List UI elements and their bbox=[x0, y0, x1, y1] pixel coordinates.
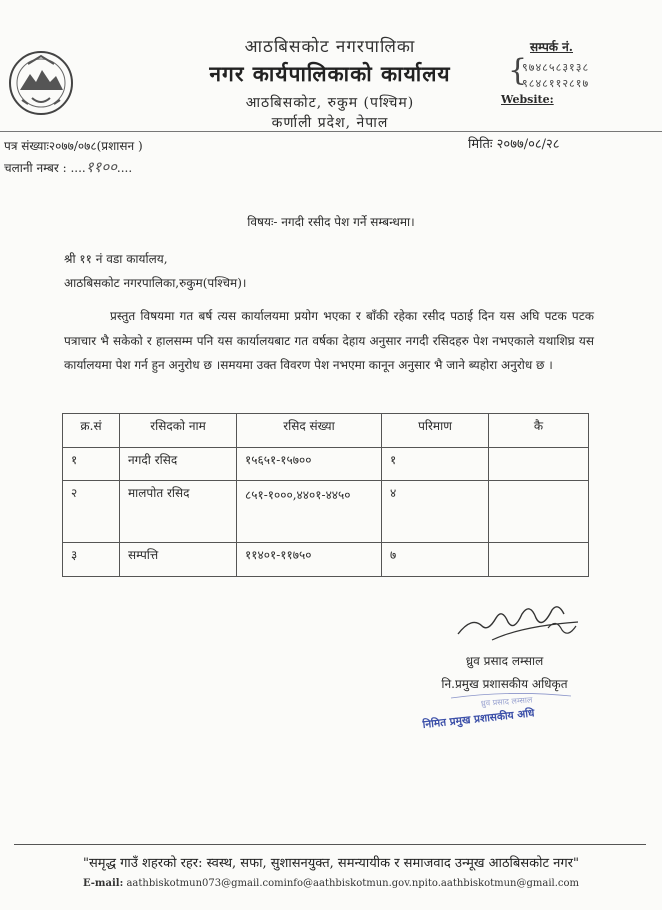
contact-block bbox=[508, 38, 618, 90]
municipality-name: आठबिसकोट नगरपालिका bbox=[244, 37, 416, 57]
dispatch-label: चलानी नम्बर : bbox=[4, 161, 67, 175]
phone-number: ९७४८५८३१३८ bbox=[522, 61, 590, 74]
official-stamp bbox=[421, 692, 596, 734]
table-row bbox=[63, 543, 589, 577]
website-label: Website: bbox=[501, 93, 554, 106]
table-row bbox=[63, 481, 589, 543]
table-cell bbox=[489, 543, 589, 577]
office-name: नगर कार्यपालिकाको कार्यालय bbox=[209, 61, 451, 86]
table-cell: १५६५१-१५७०० bbox=[237, 448, 382, 481]
table-cell bbox=[489, 448, 589, 481]
footer-slogan: "समृद्ध गाउँ शहरको रहर: स्वस्थ, सफा, सुशासनयुक्त, समन्यायीक र समाजवाद उन्मूख आठबिसकोट नगर" bbox=[83, 856, 579, 871]
municipality-emblem bbox=[8, 50, 74, 116]
recipient-line-1: श्री ११ नं वडा कार्यालय, bbox=[64, 252, 168, 266]
phone-number: ९८४८११२८१७ bbox=[522, 77, 590, 90]
svg-text:ध्रुव प्रसाद लम्साल: ध्रुव प्रसाद लम्साल bbox=[480, 695, 533, 708]
table-cell: ३ bbox=[63, 543, 120, 577]
header-divider bbox=[0, 131, 662, 132]
table-header: कै bbox=[489, 414, 589, 448]
table-cell: ४ bbox=[382, 481, 489, 543]
dispatch-value: ११०० bbox=[85, 158, 117, 176]
table-cell: ७ bbox=[382, 543, 489, 577]
table-cell: ८५१-१०००,४४०१-४४५० bbox=[237, 481, 382, 543]
table-cell: १ bbox=[63, 448, 120, 481]
table-header: रसिदको नाम bbox=[120, 414, 237, 448]
reference-number: पत्र संख्याः२०७७/०७८(प्रशासन ) bbox=[4, 139, 143, 153]
table-cell: २ bbox=[63, 481, 120, 543]
contact-label: सम्पर्क नं. bbox=[530, 40, 573, 54]
letter-body: प्रस्तुत विषयमा गत बर्ष त्यस कार्यालयमा प्रयोग भएका र बाँकी रहेका रसीद पठाई दिन यस अघि पटक पटक पत्राचार भै सकेको र हालसम्म पनि यस कार्यालयबाट गत वर्षका देहाय अनुसार नगदी रसिदहरु पेश नभएकाले यथाशिघ्र यस कार्यालयमा पेश गर्न हुन अनुरोध छ ।समयमा उक्त विवरण पेश नभएमा कानून अनुसार भै जाने ब्यहोरा अनुरोध छ । bbox=[64, 309, 594, 372]
office-address: आठबिसकोट, रुकुम (पश्चिम) bbox=[245, 95, 415, 111]
stamp-text: निमित प्रमुख प्रशासकीय अधि bbox=[422, 707, 536, 731]
table-header: रसिद संख्या bbox=[237, 414, 382, 448]
table-header-row bbox=[63, 414, 589, 448]
handwritten-signature bbox=[452, 596, 584, 644]
letter-subject: विषयः- नगदी रसीद पेश गर्ने सम्बन्धमा। bbox=[247, 215, 415, 229]
email-label: E-mail: bbox=[82, 878, 124, 889]
recipient-line-2: आठबिसकोट नगरपालिका,रुकुम(पश्चिम)। bbox=[64, 276, 247, 290]
receipt-table bbox=[62, 413, 589, 577]
table-cell: ११४०१-११७५० bbox=[237, 543, 382, 577]
table-cell bbox=[489, 481, 589, 543]
office-province: कर्णाली प्रदेश, नेपाल bbox=[271, 115, 389, 131]
table-header: क्र.सं bbox=[63, 414, 120, 448]
table-cell: नगदी रसिद bbox=[120, 448, 237, 481]
footer-email bbox=[0, 878, 662, 889]
dispatch-number: चलानी नम्बर : ....११००.... bbox=[4, 158, 133, 176]
table-header: परिमाण bbox=[382, 414, 489, 448]
signatory-name: ध्रुव प्रसाद लम्साल bbox=[465, 654, 544, 668]
table-cell: मालपोत रसिद bbox=[120, 481, 237, 543]
letter-date: मितिः २०७७/०८/२८ bbox=[468, 137, 560, 152]
footer-divider bbox=[14, 844, 646, 845]
brace-glyph: { bbox=[508, 53, 528, 88]
signatory-title: नि.प्रमुख प्रशासकीय अधिकृत bbox=[441, 677, 568, 691]
table-cell: सम्पत्ति bbox=[120, 543, 237, 577]
table-cell: १ bbox=[382, 448, 489, 481]
table-row bbox=[63, 448, 589, 481]
email-address: aathbiskotmun073@gmail.cominfo@aathbiskotmun.gov.npito.aathbiskotmun@gmail.com bbox=[126, 878, 580, 889]
